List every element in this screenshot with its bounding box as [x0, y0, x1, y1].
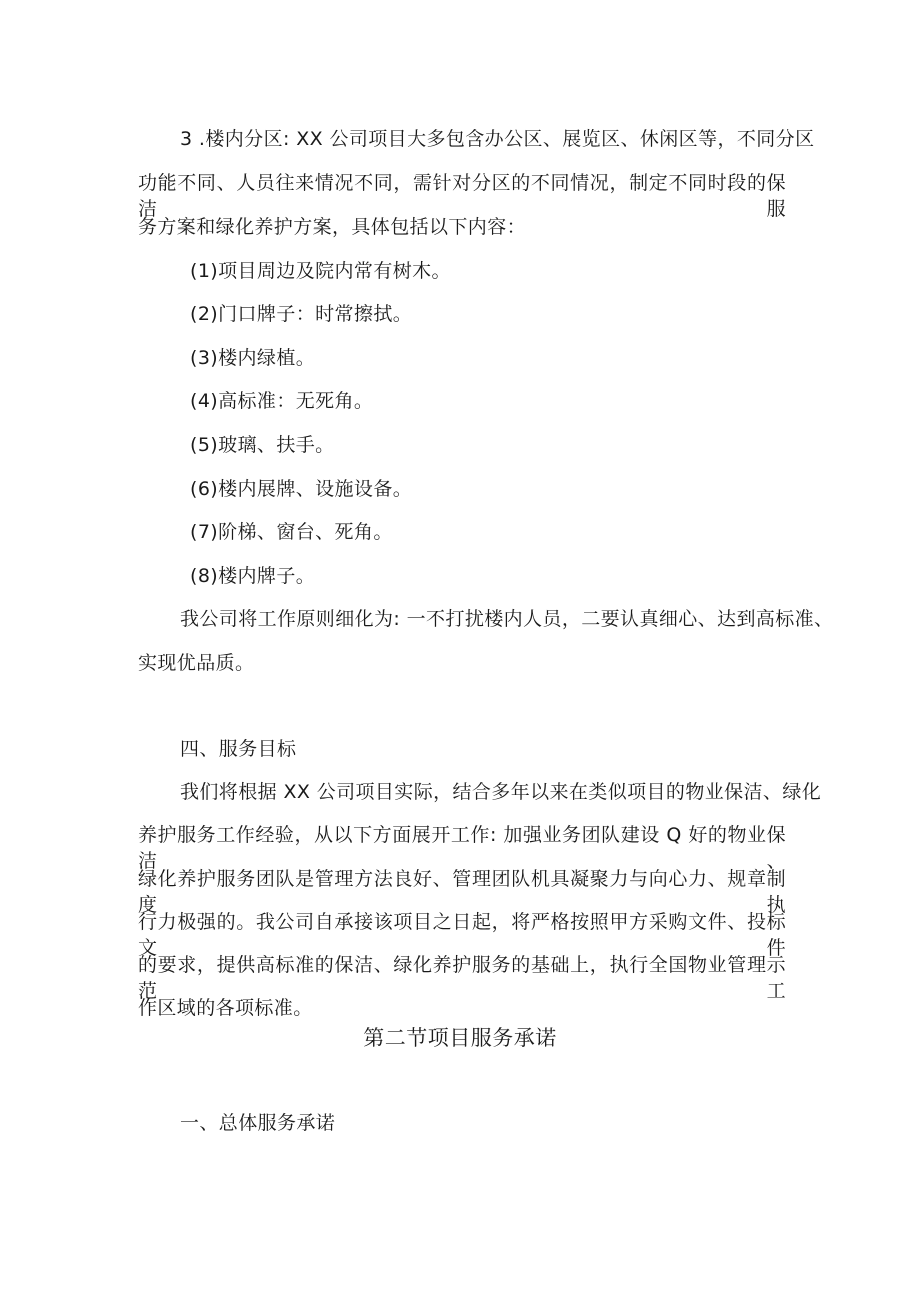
section4-line-3: 绿化养护服务团队是管理方法良好、管理团队机具凝聚力与向心力、规章制度执: [138, 868, 786, 916]
list-item-2: (2)门口牌子：时常擦拭。: [190, 303, 413, 325]
section3-line-1: 3 .楼内分区: XX 公司项目大多包含办公区、展览区、休闲区等，不同分区: [180, 128, 815, 150]
list-item-3: (3)楼内绿植。: [190, 347, 316, 369]
list-item-4: (4)高标准：无死角。: [190, 390, 374, 412]
list-item-6: (6)楼内展牌、设施设备。: [190, 478, 413, 500]
principle-line-2: 实现优品质。: [138, 652, 255, 674]
section4-line-4: 行力极强的。我公司自承接该项目之日起，将严格按照甲方采购文件、投标文件: [138, 911, 786, 959]
principle-line-1: 我公司将工作原则细化为: 一不打扰楼内人员，二要认真细心、达到高标准、: [180, 608, 834, 630]
list-item-8: (8)楼内牌子。: [190, 565, 316, 587]
list-item-1: (1)项目周边及院内常有树木。: [190, 260, 451, 282]
section4-line-2: 养护服务工作经验，从以下方面展开工作: 加强业务团队建设 Q 好的物业保洁、: [138, 824, 786, 872]
section-title: 第二节项目服务承诺: [363, 1026, 557, 1050]
section3-line-3: 务方案和绿化养护方案，具体包括以下内容：: [138, 216, 527, 238]
section3-line-2: 功能不同、人员往来情况不同，需针对分区的不同情况，制定不同时段的保洁服: [138, 172, 786, 220]
section4-line-6: 作区域的各项标准。: [138, 997, 313, 1019]
section4-line-1: 我们将根据 XX 公司项目实际，结合多年以来在类似项目的物业保洁、绿化: [180, 781, 822, 803]
subheading: 一、总体服务承诺: [180, 1112, 336, 1134]
list-item-5: (5)玻璃、扶手。: [190, 434, 335, 456]
section4-line-5: 的要求，提供高标准的保洁、绿化养护服务的基础上，执行全国物业管理示范工: [138, 954, 786, 1002]
list-item-7: (7)阶梯、窗台、死角。: [190, 521, 393, 543]
section4-heading: 四、服务目标: [180, 738, 297, 760]
